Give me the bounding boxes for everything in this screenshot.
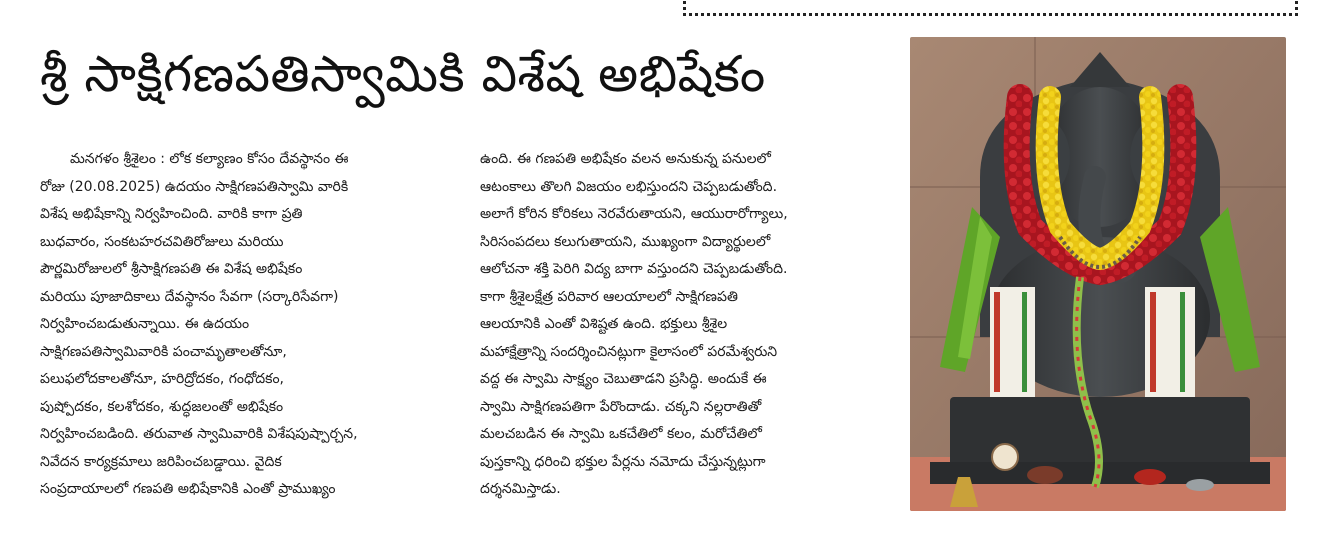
article-line: నిర్వహించబడింది. తరువాత స్వామివారికి విశేషపుష్పార్చన, bbox=[40, 426, 358, 442]
article-headline: శ్రీ సాక్షిగణపతిస్వామికి విశేష అభిషేకం bbox=[40, 45, 766, 103]
article-line: రోజు (20.08.2025) ఉదయం సాక్షిగణపతిస్వామి వారికి bbox=[40, 178, 349, 195]
article-line: పుస్తకాన్ని ధరించి భక్తుల పేర్లను నమోదు చేస్తున్నట్లుగా bbox=[480, 453, 766, 470]
article-line: ఉంది. ఈ గణపతి అభిషేకం వలన అనుకున్న పనులలో bbox=[480, 151, 771, 167]
article-line: మరియు పూజాదికాలు దేవస్థానం సేవగా (సర్కారిసేవగా) bbox=[40, 288, 339, 305]
article-right-column bbox=[480, 146, 890, 504]
article-line: సిరిసంపదలు కలుగుతాయని, ముఖ్యంగా విద్యార్థులలో bbox=[480, 233, 771, 250]
article-line: వద్ద ఈ స్వామి సాక్ష్యం చెబుతాడని ప్రసిద్ధి. అందుకే ఈ bbox=[480, 371, 767, 387]
article-line: మనగళం శ్రీశైలం : లోక కల్యాణం కోసం దేవస్థానం ఈ bbox=[70, 151, 349, 167]
top-dotted-border-box bbox=[683, 0, 1298, 16]
article-line: ఆటంకాలు తొలగి విజయం లభిస్తుందని చెప్పబడుతోంది. bbox=[480, 178, 778, 195]
article-line: ఆలయానికి ఎంతో విశిష్టత ఉంది. భక్తులు శ్రీశైల bbox=[480, 316, 728, 332]
article-line: మహాక్షేత్రాన్ని సందర్శించినట్లుగా కైలాసంలో పరమేశ్వరుని bbox=[480, 343, 778, 360]
article-line: నిర్వహించబడుతున్నాయి. ఈ ఉదయం bbox=[40, 316, 250, 332]
article-line: పలుఫలోదకాలతోనూ, హరిద్రోదకం, గంధోదకం, bbox=[40, 371, 285, 387]
article-line: పుష్పోదకం, కలశోదకం, శుద్ధజలంతో అభిషేకం bbox=[40, 398, 284, 415]
article-line: అలాగే కోరిన కోరికలు నెరవేరుతాయని, ఆయురారోగ్యాలు, bbox=[480, 206, 788, 222]
article-line: నివేదన కార్యక్రమాలు జరిపించబడ్డాయి. వైదిక bbox=[40, 453, 282, 470]
article-line: స్వామి సాక్షిగణపతిగా పేరొందాడు. చక్కని నల్లరాతితో bbox=[480, 398, 762, 415]
article-line: సాక్షిగణపతిస్వామివారికి పంచామృతాలతోనూ, bbox=[40, 343, 287, 360]
article-line: బుధవారం, సంకటహరచవితిరోజులు మరియు bbox=[40, 233, 284, 250]
article-line: కాగా శ్రీశైలక్షేత్ర పరివార ఆలయాలలో సాక్షిగణపతి bbox=[480, 288, 738, 305]
ganesha-idol-photo bbox=[910, 37, 1286, 511]
coconut bbox=[992, 444, 1018, 470]
article-line: దర్శనమిస్తాడు. bbox=[480, 481, 561, 497]
article-line: సంప్రదాయాలలో గణపతి అభిషేకానికి ఎంతో ప్రాముఖ్యం bbox=[40, 481, 336, 497]
article-line: పౌర్ణమిరోజులలో శ్రీసాక్షిగణపతి ఈ విశేష అభిషేకం bbox=[40, 261, 303, 277]
article-line: మలచబడిన ఈ స్వామి ఒకచేతిలో కలం, మరోచేతిలో bbox=[480, 426, 762, 442]
article-left-column bbox=[40, 146, 470, 504]
article-line: ఆలోచనా శక్తి పెరిగి విద్య బాగా వస్తుందని చెప్పబడుతోంది. bbox=[480, 261, 788, 277]
article-line: విశేష అభిషేకాన్ని నిర్వహించింది. వారికి కాగా ప్రతి bbox=[40, 206, 303, 222]
